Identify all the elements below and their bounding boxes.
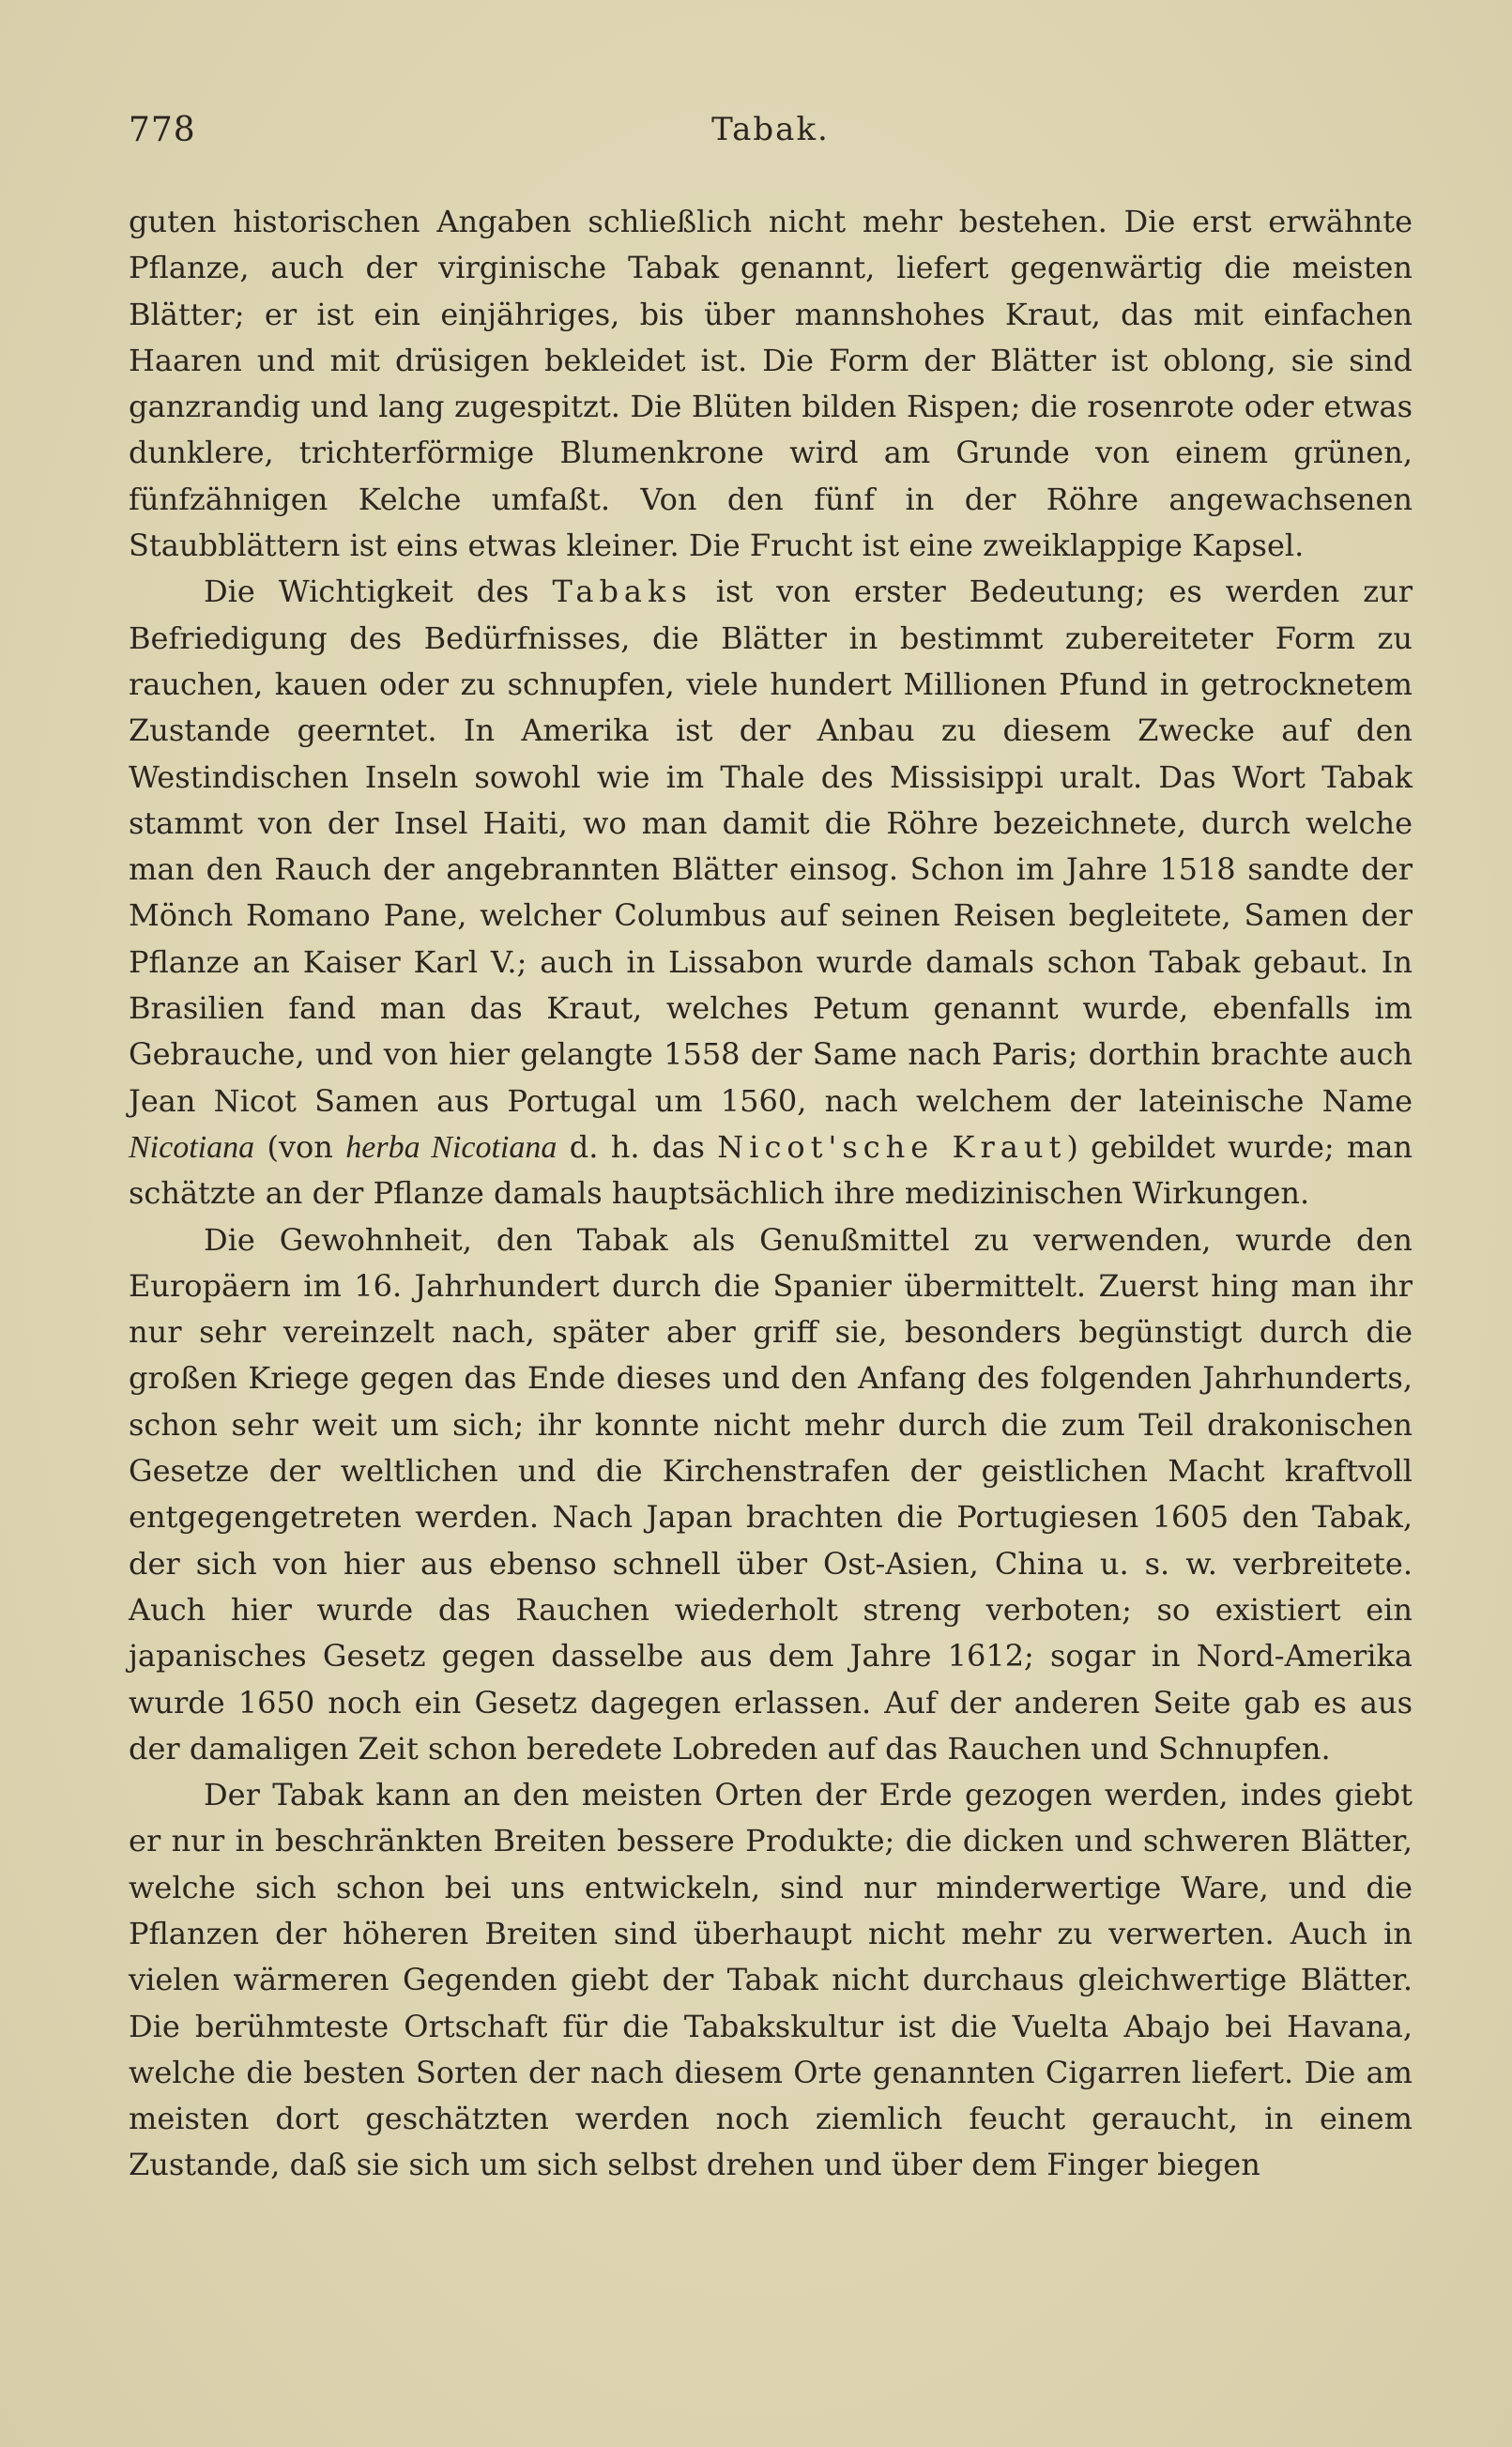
latin-nicotiana: Nicotiana (129, 1129, 255, 1165)
body-text (129, 199, 1413, 2189)
emphasis-nicot-kraut: Nicot'sche Kraut (717, 1128, 1067, 1165)
page-header (129, 111, 1413, 163)
paragraph-3: Die Gewohnheit, den Tabak als Genußmittel zu verwenden, wurde den Europäern im 16. Jahrhundert durch die Spanier übermittelt. Zuerst hing man ihr nur sehr vereinzelt nach, später aber griff sie, besonders begünstigt durch die großen Kriege gegen das Ende dieses und den Anfang des folgenden Jahrhunderts, schon sehr weit um sich; ihr konnte nicht mehr durch die zum Teil drakonischen Gesetze der weltlichen und die Kirchenstrafen der geistlichen Macht kraftvoll entgegengetreten werden. Nach Japan brachten die Portugiesen 1605 den Tabak, der sich von hier aus ebenso schnell über Ost-Asien, China u. s. w. verbreitete. Auch hier wurde das Rauchen wiederholt streng verboten; so existiert ein japanisches Gesetz gegen dasselbe aus dem Jahre 1612; sogar in Nord-Amerika wurde 1650 noch ein Gesetz dagegen erlassen. Auf der anderen Seite gab es aus der damaligen Zeit schon beredete Lobreden auf das Rauchen und Schnupfen. (129, 1221, 1413, 1766)
paragraph-1: guten historischen Angaben schließlich nicht mehr bestehen. Die erst erwähnte Pflanze, auch der virginische Tabak genannt, liefert gegenwärtig die meisten Blätter; er ist ein einjähriges, bis über mannshohes Kraut, das mit einfachen Haaren und mit drüsigen bekleidet ist. Die Form der Blätter ist oblong, sie sind ganzrandig und lang zugespitzt. Die Blüten bilden Rispen; die rosenrote oder etwas dunklere, trichterförmige Blumenkrone wird am Grunde von einem grünen, fünfzähnigen Kelche umfaßt. Von den fünf in der Röhre angewachsenen Staubblättern ist eins etwas kleiner. Die Frucht ist eine zweiklappige Kapsel. (129, 204, 1413, 564)
emphasis-tabaks: Tabaks (552, 574, 693, 610)
page-number: 778 (129, 111, 196, 149)
paragraph-2-text-e: ) gebildet wurde; man schätzte an der Pflanze damals hauptsächlich ihre medizinischen Wirkungen. (129, 1128, 1413, 1212)
paragraph-2-text-b: ist von erster Bedeutung; es werden zur Befriedigung des Bedürfnisses, die Blätter in bestimmt zubereiteter Form zu rauchen, kauen oder zu schnupfen, viele hundert Millionen Pfund in getrocknetem Zustande geerntet. In Amerika ist der Anbau zu diesem Zwecke auf den Westindischen Inseln sowohl wie im Thale des Missisippi uralt. Das Wort Tabak stammt von der Insel Haiti, wo man damit die Röhre bezeichnete, durch welche man den Rauch der angebrannten Blätter einsog. Schon im Jahre 1518 sandte der Mönch Romano Pane, welcher Columbus auf seinen Reisen begleitete, Samen der Pflanze an Kaiser Karl V.; auch in Lissabon wurde damals schon Tabak gebaut. In Brasilien fand man das Kraut, welches Petum genannt wurde, ebenfalls im Gebrauche, und von hier gelangte 1558 der Same nach Paris; dorthin brachte auch Jean Nicot Samen aus Portugal um 1560, nach welchem der lateinische Name (129, 574, 1413, 1119)
latin-herba-nicotiana: herba Nicotiana (345, 1129, 557, 1165)
running-head: Tabak. (711, 111, 830, 148)
paragraph-4: Der Tabak kann an den meisten Orten der Erde gezogen werden, indes giebt er nur in beschränkten Breiten bessere Produkte; die dicken und schweren Blätter, welche sich schon bei uns entwickeln, sind nur minderwertige Ware, und die Pflanzen der höheren Breiten sind überhaupt nicht mehr zu verwerten. Auch in vielen wärmeren Gegenden giebt der Tabak nicht durchaus gleichwertige Blätter. Die berühmteste Ortschaft für die Tabakskultur ist die Vuelta Abajo bei Havana, welche die besten Sorten der nach diesem Orte genannten Cigarren liefert. Die am meisten dort geschätzten werden noch ziemlich feucht geraucht, in einem Zustande, daß sie sich um sich selbst drehen und über dem Finger biegen (129, 1777, 1413, 2183)
paragraph-2-text-c: (von (254, 1128, 346, 1165)
paragraph-2-text-d: d. h. das (557, 1128, 718, 1165)
paragraph-2-text-a: Die Wichtigkeit des (204, 574, 553, 610)
paragraph-2 (129, 569, 1413, 1216)
